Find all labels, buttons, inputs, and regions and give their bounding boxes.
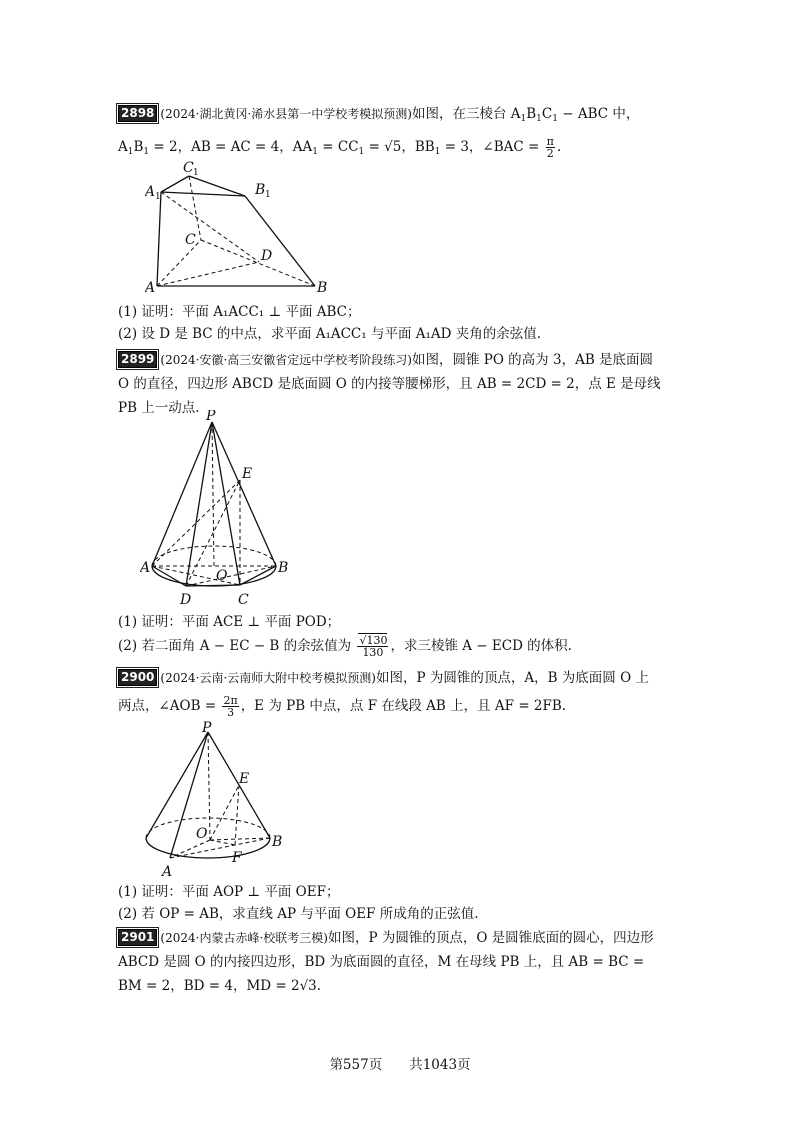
problem-2901: 2901 (2024·内蒙古赤峰·校联考三模)如图，P 为圆锥的顶点，O 是圆锥底面的圆心，四边形 ABCD 是圆 O 的内接四边形，BD 为底面圆的直径，M 在母线 PB 上，且 AB = BC = BM = 2，BD = 4，MD = 2√3.: [118, 930, 654, 994]
problem-source: (2024·安徽·高三安徽省定远中学校考阶段练习): [160, 353, 412, 367]
label-O: O: [216, 568, 228, 584]
problem-number: 2899: [118, 351, 157, 368]
question-2: (2) 若 OP = AB，求直线 AP 与平面 OEF 所成角的正弦值.: [118, 906, 479, 922]
problem-number: 2900: [118, 669, 157, 686]
label-A: A: [140, 560, 151, 576]
problem-source: (2024·云南·云南师大附中校考模拟预测): [160, 671, 376, 685]
label-C: C: [185, 232, 196, 248]
question-2: (2) 设 D 是 BC 的中点，求平面 A₁ACC₁ 与平面 A₁AD 夹角的余弦值.: [118, 326, 542, 342]
problem-2899: 2899 (2024·安徽·高三安徽省定远中学校考阶段练习)如图，圆锥 PO 的高为 3，AB 是底面圆 O 的直径，四边形 ABCD 是底面圆 O 的内接等腰梯形，且 AB = 2CD = 2，点 E 是母线 PB 上一动点.: [118, 352, 661, 416]
problem-number: 2901: [118, 929, 157, 946]
svg-text:1: 1: [265, 190, 271, 200]
figure-cone-2: [140, 720, 290, 880]
page-footer: 第557页 共1043页: [329, 1057, 471, 1073]
problem-source: (2024·湖北黄冈·浠水县第一中学校考模拟预测): [160, 107, 412, 121]
label-O: O: [196, 826, 208, 842]
label-A: A: [162, 864, 173, 880]
label-D: D: [261, 248, 273, 264]
label-P: P: [206, 410, 216, 424]
question-1: (1) 证明：平面 AOP ⊥ 平面 OEF；: [118, 884, 340, 900]
label-C1: C: [183, 160, 194, 176]
label-A1: A: [145, 184, 156, 200]
svg-text:1: 1: [193, 168, 199, 178]
fraction: $\frac{2\pi}{3}$: [223, 694, 238, 719]
label-B: B: [272, 834, 283, 850]
label-B: B: [317, 280, 328, 296]
label-C: C: [238, 592, 249, 608]
figure-frustum: [145, 158, 345, 298]
question-1: (1) 证明：平面 A₁ACC₁ ⊥ 平面 ABC；: [118, 304, 361, 320]
fraction: $\frac{√130}{130}$: [359, 634, 388, 659]
problem-number: 2898: [118, 105, 157, 122]
label-B1: B: [255, 182, 266, 198]
label-F: F: [232, 850, 242, 866]
problem-2900: 2900 (2024·云南·云南师大附中校考模拟预测)如图，P 为圆锥的顶点，A，B 为底面圆 O 上 两点，∠AOB = $\frac{2\pi}{3}$ ，E 为 PB 中点，点 F 在线段 AB 上，且 AF = 2FB.: [118, 670, 649, 719]
label-P: P: [202, 720, 212, 736]
label-A: A: [145, 280, 156, 296]
figure-cone-1: [140, 410, 300, 610]
fraction: $\frac{\pi}{2}$: [546, 135, 554, 160]
problem-2898: 2898 (2024·湖北黄冈·浠水县第一中学校考模拟预测)如图，在三棱台 $A_1B_1C_1$ − ABC 中， $A_1B_1 = 2$，AB = AC = 4，$AA_1 = CC_1 = √5$，$BB_1 = 3$，∠BAC = $\frac{\pi}{2}$ .: [118, 106, 640, 160]
question-2: (2) 若二面角 A − EC − B 的余弦值为 $\frac{√130}{130}$ ，求三棱锥 A − ECD 的体积.: [118, 634, 572, 659]
label-E: E: [239, 771, 250, 787]
svg-text:1: 1: [155, 192, 161, 202]
question-1: (1) 证明：平面 ACE ⊥ 平面 POD；: [118, 614, 341, 630]
label-E: E: [242, 466, 253, 482]
problem-source: (2024·内蒙古赤峰·校联考三模): [160, 931, 328, 945]
label-B: B: [278, 560, 289, 576]
label-D: D: [180, 592, 192, 608]
